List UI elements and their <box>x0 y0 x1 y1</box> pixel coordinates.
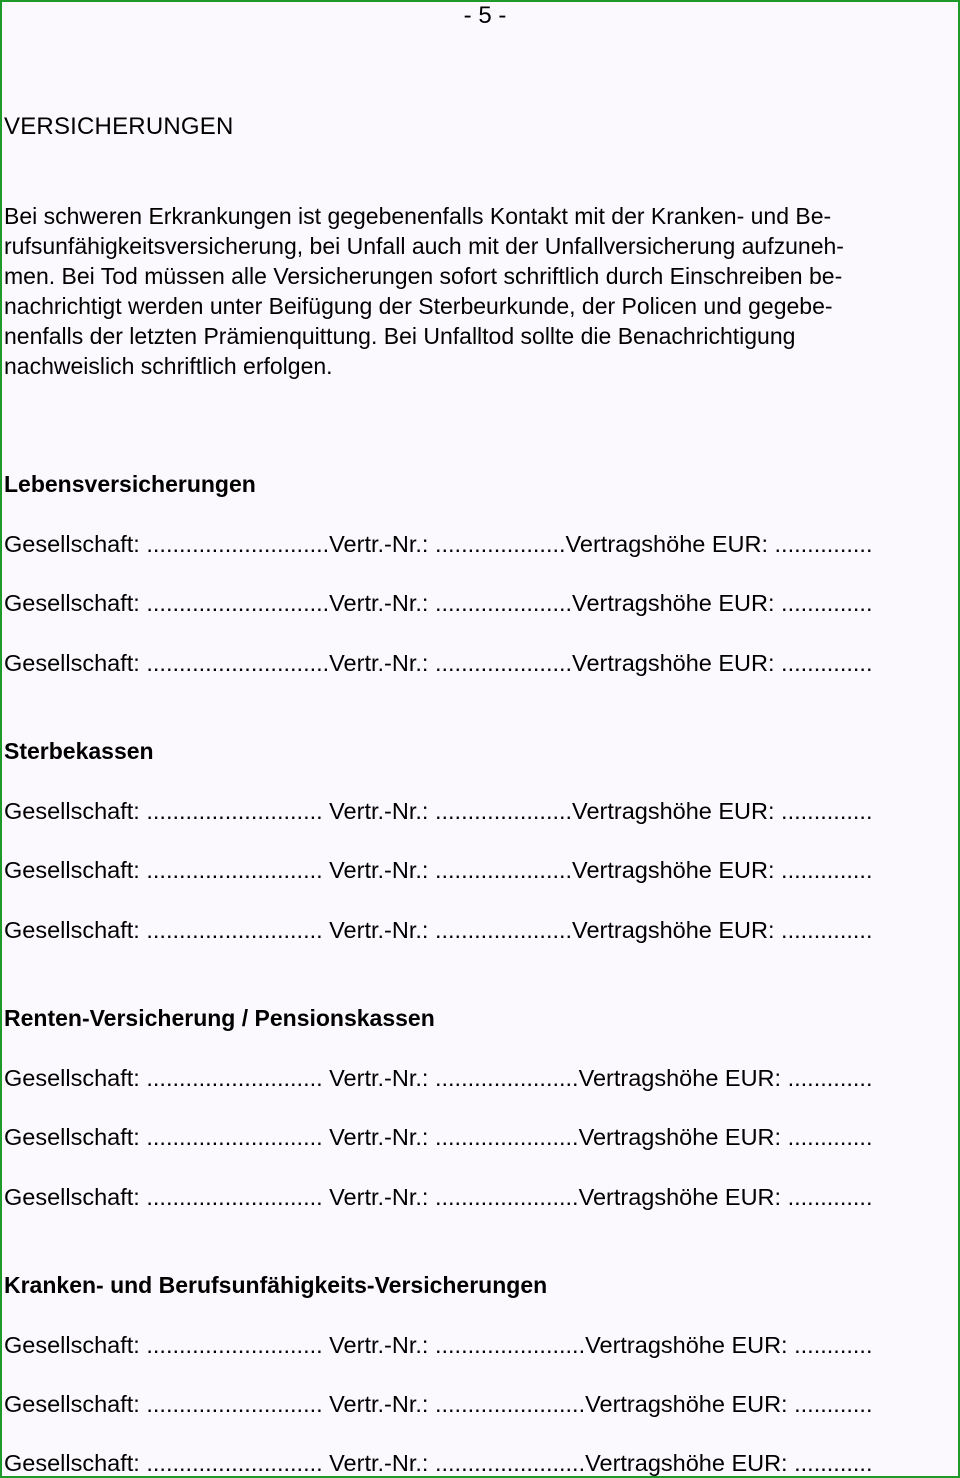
contract-line: Gesellschaft: ........................... Vertr.-Nr.: .....................Vertragshöhe EUR: .............. <box>4 917 873 943</box>
page-number: - 5 - <box>463 2 507 29</box>
contract-line: Gesellschaft: ........................... Vertr.-Nr.: .......................Vertragshöhe EUR: ............ <box>4 1391 873 1417</box>
section-heading-renten: Renten-Versicherung / Pensionskassen <box>4 1005 435 1031</box>
contract-line: Gesellschaft: ........................... Vertr.-Nr.: .......................Vertragshöhe EUR: ............ <box>4 1332 873 1358</box>
page-title: VERSICHERUNGEN <box>4 113 234 140</box>
intro-line: nenfalls der letzten Prämienquittung. Bei Unfalltod sollte die Benachrichtigung <box>4 323 796 349</box>
intro-line: men. Bei Tod müssen alle Versicherungen sofort schriftlich durch Einschreiben be- <box>4 263 843 289</box>
contract-line: Gesellschaft: ........................... Vertr.-Nr.: ......................Vertragshöhe EUR: ............. <box>4 1124 873 1150</box>
section-heading-lebensversicherungen: Lebensversicherungen <box>4 471 256 497</box>
intro-paragraph <box>4 201 954 381</box>
section-heading-sterbekassen: Sterbekassen <box>4 738 154 764</box>
contract-line: Gesellschaft: ............................Vertr.-Nr.: ....................Vertragshöhe EUR: ............... <box>4 531 873 557</box>
contract-line: Gesellschaft: ........................... Vertr.-Nr.: .....................Vertragshöhe EUR: .............. <box>4 798 873 824</box>
section-heading-kranken-bu: Kranken- und Berufsunfähigkeits-Versicherungen <box>4 1272 548 1298</box>
intro-line: Bei schweren Erkrankungen ist gegebenenfalls Kontakt mit der Kranken- und Be- <box>4 203 832 229</box>
contract-line: Gesellschaft: ............................Vertr.-Nr.: .....................Vertragshöhe EUR: .............. <box>4 590 873 616</box>
contract-line: Gesellschaft: ........................... Vertr.-Nr.: .......................Vertragshöhe EUR: ............ <box>4 1450 873 1476</box>
contract-line: Gesellschaft: ........................... Vertr.-Nr.: ......................Vertragshöhe EUR: ............. <box>4 1065 873 1091</box>
contract-line: Gesellschaft: ........................... Vertr.-Nr.: ......................Vertragshöhe EUR: ............. <box>4 1184 873 1210</box>
intro-line: nachrichtigt werden unter Beifügung der Sterbeurkunde, der Policen und gegebe- <box>4 293 833 319</box>
intro-line: rufsunfähigkeitsversicherung, bei Unfall auch mit der Unfallversicherung aufzuneh- <box>4 233 844 259</box>
intro-line: nachweislich schriftlich erfolgen. <box>4 353 333 379</box>
contract-line: Gesellschaft: ........................... Vertr.-Nr.: .....................Vertragshöhe EUR: .............. <box>4 857 873 883</box>
contract-line: Gesellschaft: ............................Vertr.-Nr.: .....................Vertragshöhe EUR: .............. <box>4 650 873 676</box>
